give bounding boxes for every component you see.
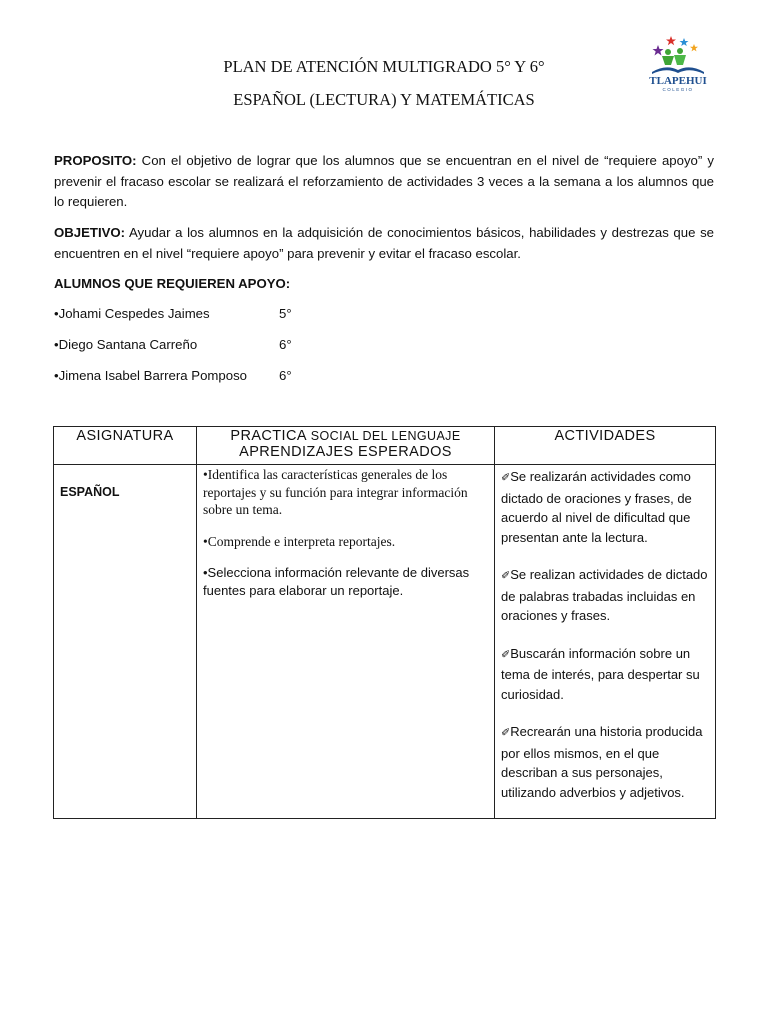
student-item xyxy=(54,368,292,383)
actividad-text: Recrearán una historia producida por ellos mismos, en el que describan a sus personajes, utilizando adverbios y adjetivos. xyxy=(501,724,703,800)
header-asignatura: ASIGNATURA xyxy=(54,427,197,465)
objetivo-label: OBJETIVO: xyxy=(54,225,126,240)
aprendizaje-item: •Identifica las características generales de los reportajes y su función para integrar información sobre un tema. xyxy=(203,467,468,517)
student-grade: 5° xyxy=(279,306,292,321)
header-actividades: ACTIVIDADES xyxy=(495,427,716,465)
pencil-icon: ✐ xyxy=(501,570,511,582)
aprendizaje-item: •Selecciona información relevante de diversas fuentes para elaborar un reportaje. xyxy=(203,565,470,598)
header-practica xyxy=(197,427,495,465)
actividad-text: Buscarán información sobre un tema de interés, para despertar su curiosidad. xyxy=(501,645,700,702)
header-practica-b: SOCIAL DEL LENGUAJE xyxy=(306,429,461,443)
actividad-text: Se realizan actividades de dictado de palabras trabadas incluidas en oraciones y frases. xyxy=(501,567,708,623)
pencil-icon: ✐ xyxy=(501,727,511,739)
student-name: •Jimena Isabel Barrera Pomposo xyxy=(54,368,247,383)
stars-icon xyxy=(653,36,699,56)
student-grade: 6° xyxy=(279,368,292,383)
pencil-icon: ✐ xyxy=(501,472,511,484)
header-aprendizajes: APRENDIZAJES ESPERADOS xyxy=(239,444,452,460)
logo-text: TLAPEHUI xyxy=(649,75,707,87)
proposito-text: Con el objetivo de lograr que los alumnos que se encuentran en el nivel de “requiere apoyo” y prevenir el fracaso escolar se realizará el reforzamiento de actividades 3 veces a la semana a los alumnos que lo requieren. xyxy=(54,153,714,209)
book-icon xyxy=(652,67,704,74)
proposito-paragraph xyxy=(54,151,714,213)
actividad-item xyxy=(501,722,709,802)
logo-subtext: COLEGIO xyxy=(662,87,694,92)
objetivo-paragraph xyxy=(54,223,714,264)
cell-asignatura: ESPAÑOL xyxy=(54,465,197,819)
school-logo xyxy=(638,32,718,94)
table-header-row xyxy=(54,427,716,465)
plan-table xyxy=(53,426,716,819)
title-line-1: PLAN DE ATENCIÓN MULTIGRADO 5° Y 6° xyxy=(223,57,545,76)
title-line-2: ESPAÑOL (LECTURA) Y MATEMÁTICAS xyxy=(233,90,535,109)
student-name: •Johami Cespedes Jaimes xyxy=(54,306,210,321)
actividad-text: Se realizarán actividades como dictado de oraciones y frases, de acuerdo al nivel de dificultad que presentan ante la lectura. xyxy=(501,469,692,545)
aprendizaje-item: •Comprende e interpreta reportajes. xyxy=(203,533,396,549)
pencil-icon: ✐ xyxy=(501,648,511,661)
actividad-item xyxy=(501,644,709,705)
actividad-item xyxy=(501,467,709,547)
children-icon xyxy=(662,48,686,65)
cell-aprendizajes xyxy=(197,465,495,819)
student-name: •Diego Santana Carreño xyxy=(54,337,198,352)
alumnos-heading: ALUMNOS QUE REQUIEREN APOYO: xyxy=(54,276,291,291)
objetivo-text: Ayudar a los alumnos en la adquisición de conocimientos básicos, habilidades y destrezas que se encuentren en el nivel “requiere apoyo” para prevenir y evitar el fracaso escolar. xyxy=(54,225,714,261)
proposito-label: PROPOSITO: xyxy=(54,153,137,168)
table-row xyxy=(54,465,716,819)
student-item xyxy=(54,306,292,321)
cell-actividades xyxy=(495,465,716,819)
header-practica-a: PRACTICA xyxy=(230,428,307,444)
student-item xyxy=(54,337,292,352)
actividad-item xyxy=(501,565,709,626)
student-grade: 6° xyxy=(279,337,292,352)
